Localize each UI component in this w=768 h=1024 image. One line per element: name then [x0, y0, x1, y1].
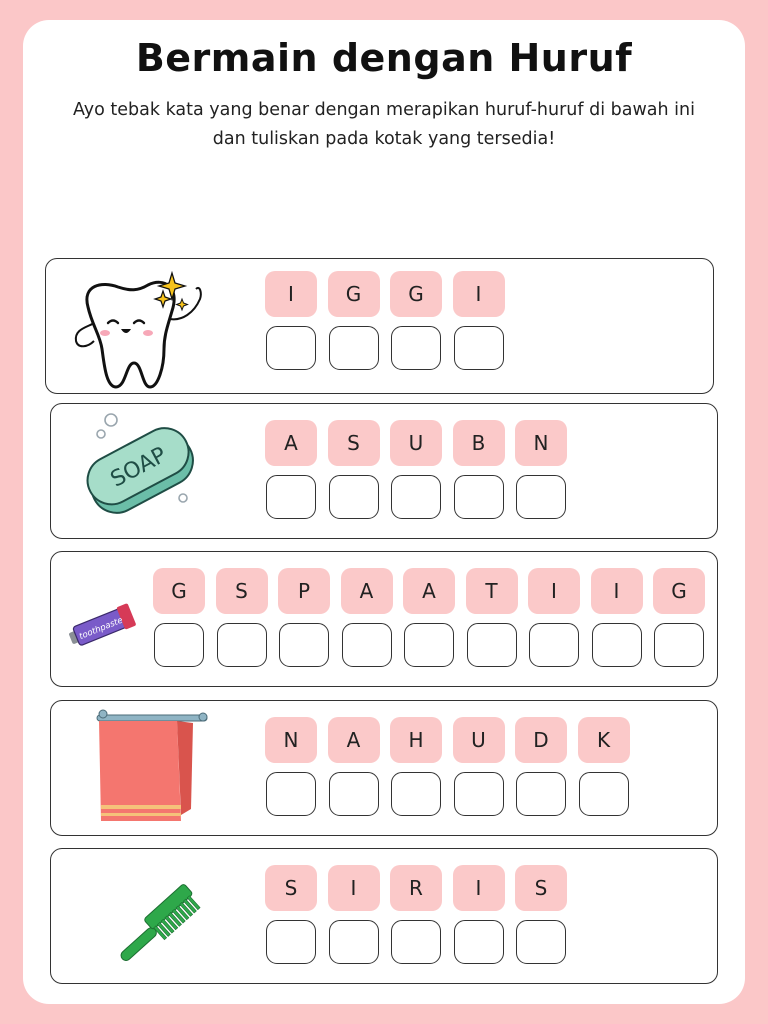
- letter-tile: R: [390, 865, 442, 911]
- letter-tile: I: [328, 865, 380, 911]
- answer-box[interactable]: [404, 623, 454, 667]
- letter-tile: I: [453, 271, 505, 317]
- letter-tile: S: [216, 568, 268, 614]
- answer-box[interactable]: [266, 920, 316, 964]
- letter-tile: T: [466, 568, 518, 614]
- answer-box[interactable]: [329, 475, 379, 519]
- answer-box[interactable]: [329, 326, 379, 370]
- answer-box[interactable]: [467, 623, 517, 667]
- letter-tile: N: [515, 420, 567, 466]
- page-title: Bermain dengan Huruf: [135, 36, 633, 80]
- letter-tile: G: [153, 568, 205, 614]
- answer-box[interactable]: [454, 920, 504, 964]
- tooth-icon: [68, 263, 210, 391]
- answer-box[interactable]: [391, 475, 441, 519]
- letter-tile: P: [278, 568, 330, 614]
- answer-box[interactable]: [454, 326, 504, 370]
- letter-tile: A: [341, 568, 393, 614]
- answer-box[interactable]: [266, 326, 316, 370]
- toothpaste-icon: [67, 598, 139, 658]
- towel-icon: [95, 705, 215, 829]
- instructions-text: Ayo tebak kata yang benar dengan merapikan huruf-huruf di bawah ini dan tuliskan pada kotak yang tersedia!: [73, 100, 695, 149]
- letter-tile: H: [390, 717, 442, 763]
- puzzle-row-5: [50, 848, 718, 984]
- answer-box[interactable]: [329, 772, 379, 816]
- answer-box[interactable]: [154, 623, 204, 667]
- answer-box[interactable]: [454, 475, 504, 519]
- letter-tile: U: [453, 717, 505, 763]
- letter-tile: U: [390, 420, 442, 466]
- letter-tile: N: [265, 717, 317, 763]
- letter-tile: G: [653, 568, 705, 614]
- answer-box[interactable]: [579, 772, 629, 816]
- letter-tile: B: [453, 420, 505, 466]
- puzzle-row-4: [50, 700, 718, 836]
- letter-tile: A: [328, 717, 380, 763]
- answer-box[interactable]: [391, 920, 441, 964]
- answer-box[interactable]: [266, 772, 316, 816]
- toothpaste-label: toothpaste: [77, 615, 125, 643]
- letter-tile: I: [528, 568, 580, 614]
- letter-tile: G: [328, 271, 380, 317]
- answer-box[interactable]: [217, 623, 267, 667]
- puzzle-row-2: [50, 403, 718, 539]
- answer-box[interactable]: [654, 623, 704, 667]
- answer-box[interactable]: [266, 475, 316, 519]
- letter-tile: S: [328, 420, 380, 466]
- answer-box[interactable]: [592, 623, 642, 667]
- letter-tile: S: [265, 865, 317, 911]
- letter-tile: I: [591, 568, 643, 614]
- soap-icon: [77, 408, 207, 520]
- answer-box[interactable]: [391, 326, 441, 370]
- comb-icon: [113, 879, 209, 969]
- puzzle-row-1: [45, 258, 714, 394]
- letter-tile: A: [403, 568, 455, 614]
- answer-box[interactable]: [529, 623, 579, 667]
- answer-box[interactable]: [391, 772, 441, 816]
- answer-box[interactable]: [279, 623, 329, 667]
- letter-tile: I: [453, 865, 505, 911]
- letter-tile: G: [390, 271, 442, 317]
- answer-box[interactable]: [516, 475, 566, 519]
- letter-tile: A: [265, 420, 317, 466]
- soap-label: SOAP: [106, 442, 171, 493]
- letter-tile: I: [265, 271, 317, 317]
- answer-box[interactable]: [342, 623, 392, 667]
- letter-tile: K: [578, 717, 630, 763]
- answer-box[interactable]: [454, 772, 504, 816]
- puzzle-row-3: [50, 551, 718, 687]
- letter-tile: D: [515, 717, 567, 763]
- answer-box[interactable]: [329, 920, 379, 964]
- letter-tile: S: [515, 865, 567, 911]
- answer-box[interactable]: [516, 772, 566, 816]
- answer-box[interactable]: [516, 920, 566, 964]
